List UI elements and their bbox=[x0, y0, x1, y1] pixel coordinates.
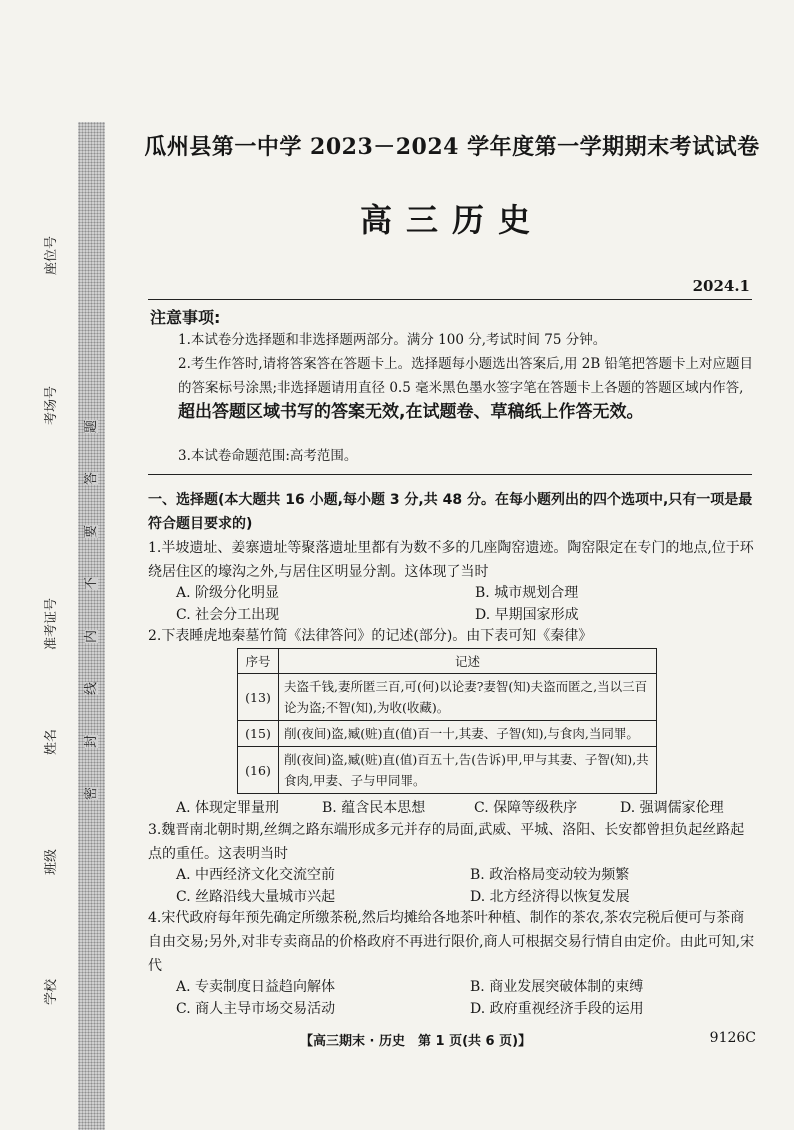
seal-char: 题 bbox=[83, 419, 99, 434]
seal-char: 不 bbox=[83, 577, 99, 591]
q4-option-b[interactable]: B. 商业发展突破体制的束缚 bbox=[470, 979, 644, 995]
notes-divider bbox=[148, 474, 752, 475]
q2-option-b[interactable]: B. 蕴含民本思想 bbox=[322, 800, 426, 816]
exam-room-label: 考场号 bbox=[44, 385, 59, 425]
table-header-record: 记述 bbox=[279, 649, 657, 674]
note-item-3: 3.本试卷命题范围:高考范围。 bbox=[178, 448, 358, 464]
question-1-stem: 1.半坡遗址、姜寨遗址等聚落遗址里都有为数不多的几座陶窑遗迹。陶窑限定在专门的地点,位于环绕居住区的壕沟之外,与居住区明显分割。这体现了当时 bbox=[148, 540, 754, 580]
table-row bbox=[238, 674, 657, 721]
exam-date: 2024.1 bbox=[692, 277, 750, 295]
note-item-2 bbox=[178, 352, 756, 425]
q2-option-d[interactable]: D. 强调儒家伦理 bbox=[620, 800, 724, 816]
table-cell-record: 削(夜间)盗,臧(赃)直(值)百五十,告(告诉)甲,甲与其妻、子智(知),共食肉,甲妻、子与甲同罪。 bbox=[279, 747, 657, 794]
q1-option-c[interactable]: C. 社会分工出现 bbox=[176, 607, 280, 623]
q4-option-d[interactable]: D. 政府重视经济手段的运用 bbox=[470, 1001, 644, 1017]
note-item-1: 1.本试卷分选择题和非选择题两部分。满分 100 分,考试时间 75 分钟。 bbox=[178, 332, 607, 348]
q2-option-c[interactable]: C. 保障等级秩序 bbox=[474, 800, 578, 816]
q1-option-d[interactable]: D. 早期国家形成 bbox=[475, 607, 579, 623]
paper-code: 9126C bbox=[709, 1030, 756, 1046]
seal-line-text bbox=[78, 420, 105, 800]
question-3-stem: 3.魏晋南北朝时期,丝绸之路东端形成多元并存的局面,武威、平城、洛阳、长安都曾担负起丝路起点的重任。这表明当时 bbox=[148, 822, 745, 862]
name-label: 姓名 bbox=[44, 728, 59, 755]
exam-title: 瓜州县第一中学 2023－2024 学年度第一学期期末考试试卷 bbox=[144, 134, 760, 160]
q3-option-d[interactable]: D. 北方经济得以恢复发展 bbox=[470, 889, 630, 905]
page-footer: 【高三期末 · 历史 第 1 页(共 6 页)】 bbox=[300, 1034, 532, 1049]
note-item-2-emphasis: 超出答题区域书写的答案无效,在试题卷、草稿纸上作答无效。 bbox=[178, 402, 644, 422]
class-label: 班级 bbox=[44, 848, 59, 875]
table-row bbox=[238, 721, 657, 747]
exam-room-field[interactable] bbox=[40, 370, 60, 430]
q1-option-a[interactable]: A. 阶级分化明显 bbox=[176, 585, 280, 601]
seat-number-label: 座位号 bbox=[44, 235, 59, 275]
ticket-number-label: 准考证号 bbox=[44, 597, 59, 650]
q4-option-a[interactable]: A. 专卖制度日益趋向解体 bbox=[176, 979, 336, 995]
table-row bbox=[238, 747, 657, 794]
seal-char: 答 bbox=[83, 472, 99, 486]
name-field[interactable] bbox=[40, 710, 60, 760]
table-cell-record: 削(夜间)盗,臧(赃)直(值)百一十,其妻、子智(知),与食肉,当同罪。 bbox=[279, 721, 657, 747]
class-field[interactable] bbox=[40, 830, 60, 880]
question-4-stem: 4.宋代政府每年预先确定所缴茶税,然后均摊给各地茶叶种植、制作的茶农,茶农完税后便可与茶商自由交易;另外,对非专卖商品的价格政府不再进行限价,商人可根据交易行情自由定价。由此可知,宋代 bbox=[148, 910, 755, 974]
table-cell-number: (13) bbox=[238, 674, 279, 721]
seal-char: 要 bbox=[83, 524, 99, 538]
table-cell-record: 夫盗千钱,妻所匿三百,可(何)以论妻?妻智(知)夫盗而匿之,当以三百论为盗;不智(知),为收(收藏)。 bbox=[279, 674, 657, 721]
table-cell-number: (16) bbox=[238, 747, 279, 794]
note-item-2-text: 2.考生作答时,请将答案答在答题卡上。选择题每小题选出答案后,用 2B 铅笔把答题卡上对应题目的答案标号涂黑;非选择题请用直径 0.5 毫米黑色墨水签字笔在答题卡上各题的答题区域内作答, bbox=[178, 356, 754, 396]
q3-option-a[interactable]: A. 中西经济文化交流空前 bbox=[176, 867, 336, 883]
q2-option-a[interactable]: A. 体现定罪量刑 bbox=[176, 800, 280, 816]
seal-char: 线 bbox=[83, 682, 99, 696]
section-heading: 一、选择题(本大题共 16 小题,每小题 3 分,共 48 分。在每小题列出的四个选项中,只有一项是最符合题目要求的) bbox=[148, 492, 753, 532]
header-divider bbox=[148, 299, 752, 300]
table-header-row bbox=[238, 649, 657, 674]
notes-heading: 注意事项: bbox=[150, 308, 221, 327]
q1-option-b[interactable]: B. 城市规划合理 bbox=[475, 585, 579, 601]
seal-char: 内 bbox=[83, 629, 99, 643]
subject-title: 高三历史 bbox=[359, 201, 544, 239]
table-header-number: 序号 bbox=[238, 649, 279, 674]
q3-option-c[interactable]: C. 丝路沿线大量城市兴起 bbox=[176, 889, 336, 905]
seal-char: 封 bbox=[83, 734, 99, 748]
ticket-number-field[interactable] bbox=[40, 585, 60, 655]
seal-char: 密 bbox=[83, 786, 99, 800]
law-table bbox=[237, 648, 657, 794]
school-field[interactable] bbox=[40, 960, 60, 1010]
question-2-stem: 2.下表睡虎地秦墓竹简《法律答问》的记述(部分)。由下表可知《秦律》 bbox=[148, 628, 593, 644]
school-label: 学校 bbox=[44, 978, 59, 1005]
table-cell-number: (15) bbox=[238, 721, 279, 747]
q4-option-c[interactable]: C. 商人主导市场交易活动 bbox=[176, 1001, 336, 1017]
q3-option-b[interactable]: B. 政治格局变动较为频繁 bbox=[470, 867, 630, 883]
